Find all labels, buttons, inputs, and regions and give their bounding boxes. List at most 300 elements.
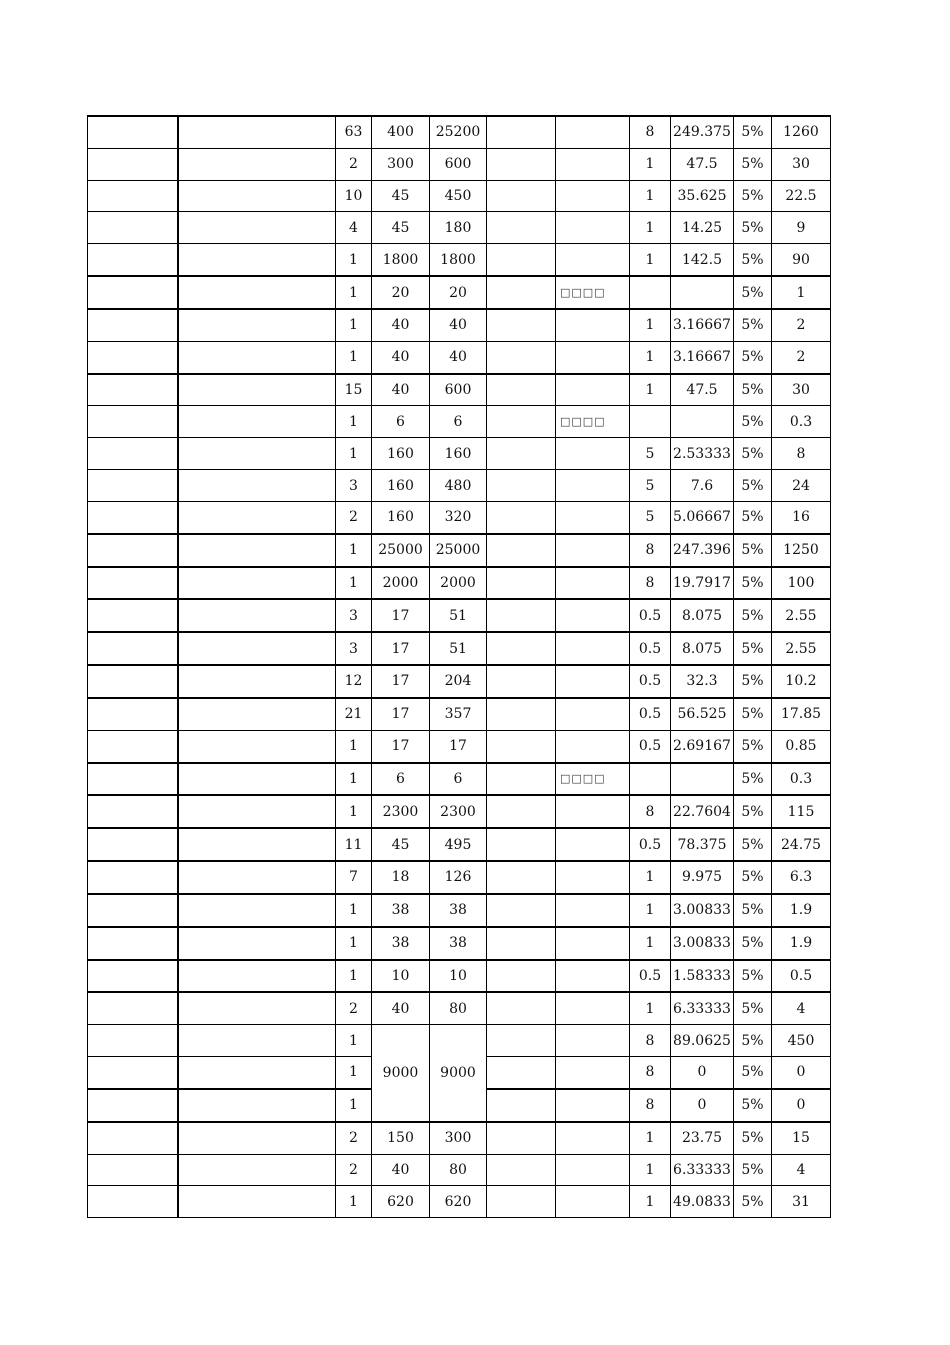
blank-cell	[487, 148, 556, 180]
rate-cell: 5%	[734, 698, 772, 730]
rate-cell: 5%	[734, 374, 772, 406]
name-cell	[88, 992, 178, 1024]
rate-cell: 5%	[734, 1057, 772, 1089]
monthly-depreciation-cell: 9.975	[671, 861, 734, 894]
table-row	[88, 276, 831, 309]
years-cell: 0.5	[630, 960, 671, 993]
qty-cell: 1	[336, 244, 372, 276]
qty-cell: 1	[336, 795, 372, 828]
table-body	[88, 116, 831, 1218]
blank-cell	[487, 212, 556, 244]
blank-cell	[487, 927, 556, 960]
years-cell: 5	[630, 438, 671, 470]
rate-cell: 5%	[734, 730, 772, 762]
blank-cell	[487, 180, 556, 212]
residual-cell: 4	[772, 992, 831, 1024]
spec-cell	[178, 341, 336, 373]
name-cell	[88, 116, 178, 148]
spec-cell	[178, 244, 336, 276]
years-cell: 1	[630, 212, 671, 244]
spec-cell	[178, 180, 336, 212]
spec-cell	[178, 374, 336, 406]
blank-cell	[487, 894, 556, 927]
qty-cell: 1	[336, 1025, 372, 1057]
qty-cell: 1	[336, 927, 372, 960]
years-cell: 8	[630, 116, 671, 148]
residual-cell: 0	[772, 1057, 831, 1089]
table-row	[88, 1154, 831, 1186]
qty-cell: 2	[336, 148, 372, 180]
name-cell	[88, 665, 178, 698]
name-cell	[88, 470, 178, 502]
residual-cell: 450	[772, 1025, 831, 1057]
monthly-depreciation-cell: 8.075	[671, 632, 734, 665]
monthly-depreciation-cell: 47.5	[671, 148, 734, 180]
years-cell: 1	[630, 148, 671, 180]
residual-cell: 30	[772, 148, 831, 180]
monthly-depreciation-cell: 89.0625	[671, 1025, 734, 1057]
table-row	[88, 212, 831, 244]
name-cell	[88, 276, 178, 309]
spec-cell	[178, 1025, 336, 1057]
table-row	[88, 180, 831, 212]
residual-cell: 10.2	[772, 665, 831, 698]
residual-cell: 1250	[772, 534, 831, 567]
monthly-depreciation-cell: 19.7917	[671, 567, 734, 600]
years-cell: 1	[630, 244, 671, 276]
note-cell: □□□□	[556, 763, 630, 796]
qty-cell: 2	[336, 992, 372, 1024]
note-cell	[556, 341, 630, 373]
amount-cell: 1800	[430, 244, 487, 276]
table-row	[88, 1186, 831, 1218]
rate-cell: 5%	[734, 763, 772, 796]
years-cell: 0.5	[630, 828, 671, 861]
rate-cell: 5%	[734, 567, 772, 600]
name-cell	[88, 1154, 178, 1186]
years-cell: 1	[630, 927, 671, 960]
rate-cell: 5%	[734, 1122, 772, 1154]
residual-cell: 16	[772, 501, 831, 533]
residual-cell: 1.9	[772, 894, 831, 927]
table-row	[88, 894, 831, 927]
amount-cell: 480	[430, 470, 487, 502]
amount-cell: 2000	[430, 567, 487, 600]
unit-price-cell: 2000	[372, 567, 430, 600]
note-cell	[556, 1122, 630, 1154]
note-cell	[556, 470, 630, 502]
blank-cell	[487, 599, 556, 632]
spec-cell	[178, 763, 336, 796]
residual-cell: 31	[772, 1186, 831, 1218]
residual-cell: 17.85	[772, 698, 831, 730]
rate-cell: 5%	[734, 534, 772, 567]
amount-cell: 6	[430, 763, 487, 796]
spec-cell	[178, 632, 336, 665]
years-cell: 5	[630, 501, 671, 533]
note-cell	[556, 698, 630, 730]
years-cell: 0.5	[630, 665, 671, 698]
unit-price-cell: 17	[372, 632, 430, 665]
note-cell	[556, 309, 630, 341]
unit-price-cell: 40	[372, 374, 430, 406]
unit-price-cell: 10	[372, 960, 430, 993]
table-row	[88, 665, 831, 698]
years-cell: 8	[630, 795, 671, 828]
amount-cell: 10	[430, 960, 487, 993]
qty-cell: 1	[336, 438, 372, 470]
blank-cell	[487, 632, 556, 665]
spec-cell	[178, 1057, 336, 1089]
monthly-depreciation-cell: 3.16667	[671, 341, 734, 373]
qty-cell: 1	[336, 534, 372, 567]
amount-cell: 450	[430, 180, 487, 212]
residual-cell: 0	[772, 1089, 831, 1122]
amount-cell: 600	[430, 374, 487, 406]
spec-cell	[178, 730, 336, 762]
amount-cell: 620	[430, 1186, 487, 1218]
rate-cell: 5%	[734, 828, 772, 861]
name-cell	[88, 795, 178, 828]
qty-cell: 2	[336, 1154, 372, 1186]
name-cell	[88, 180, 178, 212]
table-row	[88, 730, 831, 762]
rate-cell: 5%	[734, 795, 772, 828]
blank-cell	[487, 730, 556, 762]
years-cell: 5	[630, 470, 671, 502]
note-cell: □□□□	[556, 276, 630, 309]
amount-cell: 2300	[430, 795, 487, 828]
residual-cell: 2	[772, 309, 831, 341]
table-row	[88, 861, 831, 894]
rate-cell: 5%	[734, 894, 772, 927]
residual-cell: 1	[772, 276, 831, 309]
name-cell	[88, 501, 178, 533]
table-row	[88, 309, 831, 341]
qty-cell: 1	[336, 730, 372, 762]
unit-price-cell: 150	[372, 1122, 430, 1154]
table-row	[88, 341, 831, 373]
qty-cell: 7	[336, 861, 372, 894]
qty-cell: 2	[336, 501, 372, 533]
spec-cell	[178, 567, 336, 600]
note-cell	[556, 1089, 630, 1122]
years-cell: 1	[630, 309, 671, 341]
table-row	[88, 698, 831, 730]
note-cell	[556, 632, 630, 665]
blank-cell	[487, 795, 556, 828]
note-cell	[556, 861, 630, 894]
unit-price-cell: 160	[372, 470, 430, 502]
table-row	[88, 632, 831, 665]
table-row	[88, 116, 831, 148]
table-row	[88, 501, 831, 533]
qty-cell: 1	[336, 763, 372, 796]
rate-cell: 5%	[734, 1025, 772, 1057]
amount-cell: 495	[430, 828, 487, 861]
spec-cell	[178, 534, 336, 567]
name-cell	[88, 861, 178, 894]
rate-cell: 5%	[734, 341, 772, 373]
monthly-depreciation-cell	[671, 276, 734, 309]
spec-cell	[178, 927, 336, 960]
rate-cell: 5%	[734, 927, 772, 960]
spec-cell	[178, 438, 336, 470]
qty-cell: 63	[336, 116, 372, 148]
amount-cell: 6	[430, 406, 487, 438]
rate-cell: 5%	[734, 180, 772, 212]
qty-cell: 1	[336, 894, 372, 927]
monthly-depreciation-cell: 8.075	[671, 599, 734, 632]
monthly-depreciation-cell: 247.396	[671, 534, 734, 567]
table-row	[88, 1025, 831, 1057]
monthly-depreciation-cell: 78.375	[671, 828, 734, 861]
monthly-depreciation-cell: 3.00833	[671, 927, 734, 960]
spec-cell	[178, 470, 336, 502]
monthly-depreciation-cell: 2.69167	[671, 730, 734, 762]
table-row	[88, 828, 831, 861]
monthly-depreciation-cell: 7.6	[671, 470, 734, 502]
note-cell	[556, 1057, 630, 1089]
residual-cell: 22.5	[772, 180, 831, 212]
spec-cell	[178, 309, 336, 341]
table-row	[88, 599, 831, 632]
rate-cell: 5%	[734, 960, 772, 993]
years-cell: 0.5	[630, 632, 671, 665]
monthly-depreciation-cell: 3.16667	[671, 309, 734, 341]
years-cell: 8	[630, 534, 671, 567]
blank-cell	[487, 1025, 556, 1057]
note-cell	[556, 960, 630, 993]
rate-cell: 5%	[734, 632, 772, 665]
blank-cell	[487, 698, 556, 730]
note-cell	[556, 501, 630, 533]
monthly-depreciation-cell: 22.7604	[671, 795, 734, 828]
name-cell	[88, 534, 178, 567]
name-cell	[88, 1025, 178, 1057]
qty-cell: 1	[336, 276, 372, 309]
name-cell	[88, 698, 178, 730]
table-row	[88, 470, 831, 502]
years-cell: 1	[630, 341, 671, 373]
unit-price-cell: 40	[372, 341, 430, 373]
note-cell	[556, 438, 630, 470]
residual-cell: 0.85	[772, 730, 831, 762]
note-cell	[556, 1154, 630, 1186]
spec-cell	[178, 1154, 336, 1186]
qty-cell: 1	[336, 309, 372, 341]
name-cell	[88, 244, 178, 276]
amount-cell: 40	[430, 309, 487, 341]
amount-cell: 9000	[430, 1025, 487, 1122]
qty-cell: 1	[336, 1057, 372, 1089]
note-cell	[556, 567, 630, 600]
note-cell	[556, 730, 630, 762]
monthly-depreciation-cell: 32.3	[671, 665, 734, 698]
qty-cell: 3	[336, 599, 372, 632]
spec-cell	[178, 861, 336, 894]
note-cell	[556, 992, 630, 1024]
amount-cell: 38	[430, 927, 487, 960]
name-cell	[88, 148, 178, 180]
residual-cell: 115	[772, 795, 831, 828]
rate-cell: 5%	[734, 148, 772, 180]
qty-cell: 15	[336, 374, 372, 406]
monthly-depreciation-cell: 49.0833	[671, 1186, 734, 1218]
spec-cell	[178, 1089, 336, 1122]
unit-price-cell: 40	[372, 992, 430, 1024]
spec-cell	[178, 960, 336, 993]
unit-price-cell: 45	[372, 180, 430, 212]
unit-price-cell: 160	[372, 438, 430, 470]
rate-cell: 5%	[734, 1154, 772, 1186]
note-cell	[556, 148, 630, 180]
years-cell: 1	[630, 374, 671, 406]
amount-cell: 126	[430, 861, 487, 894]
blank-cell	[487, 1122, 556, 1154]
monthly-depreciation-cell: 0	[671, 1057, 734, 1089]
rate-cell: 5%	[734, 861, 772, 894]
blank-cell	[487, 374, 556, 406]
qty-cell: 1	[336, 341, 372, 373]
residual-cell: 1.9	[772, 927, 831, 960]
spec-cell	[178, 1186, 336, 1218]
residual-cell: 6.3	[772, 861, 831, 894]
note-cell	[556, 665, 630, 698]
residual-cell: 9	[772, 212, 831, 244]
rate-cell: 5%	[734, 116, 772, 148]
blank-cell	[487, 244, 556, 276]
years-cell: 1	[630, 1186, 671, 1218]
name-cell	[88, 599, 178, 632]
monthly-depreciation-cell: 23.75	[671, 1122, 734, 1154]
amount-cell: 51	[430, 632, 487, 665]
residual-cell: 2.55	[772, 632, 831, 665]
amount-cell: 160	[430, 438, 487, 470]
rate-cell: 5%	[734, 309, 772, 341]
unit-price-cell: 17	[372, 730, 430, 762]
rate-cell: 5%	[734, 665, 772, 698]
spec-cell	[178, 406, 336, 438]
blank-cell	[487, 406, 556, 438]
unit-price-cell: 45	[372, 212, 430, 244]
qty-cell: 4	[336, 212, 372, 244]
name-cell	[88, 406, 178, 438]
unit-price-cell: 25000	[372, 534, 430, 567]
amount-cell: 38	[430, 894, 487, 927]
amount-cell: 204	[430, 665, 487, 698]
blank-cell	[487, 567, 556, 600]
qty-cell: 11	[336, 828, 372, 861]
qty-cell: 12	[336, 665, 372, 698]
name-cell	[88, 927, 178, 960]
table-row	[88, 534, 831, 567]
name-cell	[88, 763, 178, 796]
name-cell	[88, 730, 178, 762]
monthly-depreciation-cell: 0	[671, 1089, 734, 1122]
residual-cell: 100	[772, 567, 831, 600]
years-cell	[630, 763, 671, 796]
table-row	[88, 927, 831, 960]
table-row	[88, 795, 831, 828]
monthly-depreciation-cell: 3.00833	[671, 894, 734, 927]
rate-cell: 5%	[734, 406, 772, 438]
blank-cell	[487, 470, 556, 502]
qty-cell: 1	[336, 567, 372, 600]
residual-cell: 30	[772, 374, 831, 406]
qty-cell: 1	[336, 406, 372, 438]
qty-cell: 1	[336, 1089, 372, 1122]
note-cell	[556, 894, 630, 927]
amount-cell: 51	[430, 599, 487, 632]
spec-cell	[178, 894, 336, 927]
qty-cell: 3	[336, 632, 372, 665]
note-cell	[556, 244, 630, 276]
years-cell: 0.5	[630, 698, 671, 730]
spec-cell	[178, 992, 336, 1024]
amount-cell: 600	[430, 148, 487, 180]
qty-cell: 21	[336, 698, 372, 730]
monthly-depreciation-cell: 2.53333	[671, 438, 734, 470]
depreciation-table	[87, 115, 831, 1218]
spec-cell	[178, 828, 336, 861]
spec-cell	[178, 698, 336, 730]
spec-cell	[178, 501, 336, 533]
note-cell	[556, 534, 630, 567]
blank-cell	[487, 276, 556, 309]
name-cell	[88, 960, 178, 993]
unit-price-cell: 17	[372, 599, 430, 632]
unit-price-cell: 18	[372, 861, 430, 894]
years-cell: 1	[630, 1154, 671, 1186]
rate-cell: 5%	[734, 1089, 772, 1122]
table-row	[88, 438, 831, 470]
monthly-depreciation-cell	[671, 406, 734, 438]
name-cell	[88, 374, 178, 406]
name-cell	[88, 632, 178, 665]
spec-cell	[178, 795, 336, 828]
blank-cell	[487, 992, 556, 1024]
unit-price-cell: 20	[372, 276, 430, 309]
table-row	[88, 763, 831, 796]
note-cell	[556, 212, 630, 244]
unit-price-cell: 38	[372, 927, 430, 960]
monthly-depreciation-cell: 35.625	[671, 180, 734, 212]
spec-cell	[178, 1122, 336, 1154]
amount-cell: 80	[430, 992, 487, 1024]
blank-cell	[487, 438, 556, 470]
residual-cell: 90	[772, 244, 831, 276]
qty-cell: 3	[336, 470, 372, 502]
residual-cell: 4	[772, 1154, 831, 1186]
table-row	[88, 406, 831, 438]
blank-cell	[487, 341, 556, 373]
residual-cell: 2.55	[772, 599, 831, 632]
residual-cell: 15	[772, 1122, 831, 1154]
amount-cell: 80	[430, 1154, 487, 1186]
blank-cell	[487, 960, 556, 993]
note-cell	[556, 180, 630, 212]
note-cell	[556, 599, 630, 632]
blank-cell	[487, 309, 556, 341]
unit-price-cell: 160	[372, 501, 430, 533]
monthly-depreciation-cell: 6.33333	[671, 992, 734, 1024]
rate-cell: 5%	[734, 276, 772, 309]
amount-cell: 25200	[430, 116, 487, 148]
table-row	[88, 374, 831, 406]
spec-cell	[178, 599, 336, 632]
years-cell: 8	[630, 1025, 671, 1057]
